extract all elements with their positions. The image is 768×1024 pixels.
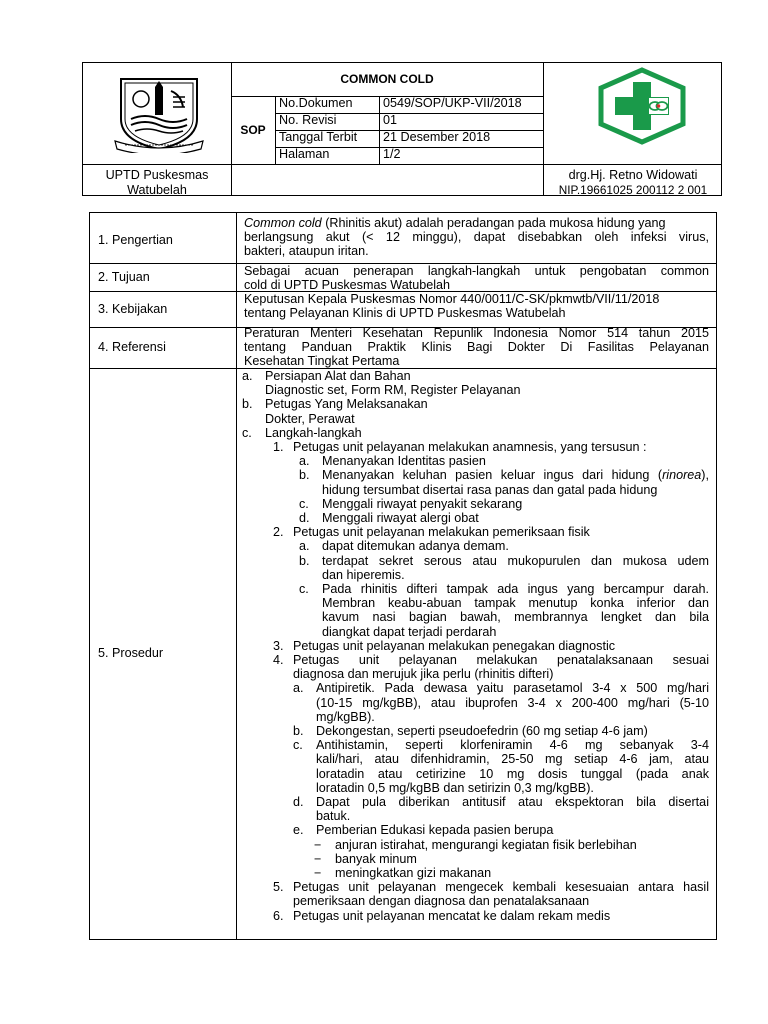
prosedur-marker: b. <box>299 553 310 568</box>
prosedur-line: loratadin 0,5 mg/kgBB dan setirizin 0,3 mg/kgBB). <box>316 780 594 795</box>
prosedur-line: diagnosa dan merujuk jika perlu (rhinitis difteri) <box>293 667 554 682</box>
prosedur-marker: 5. <box>273 880 284 895</box>
meta-label-no-dokumen: No.Dokumen <box>279 96 353 110</box>
prosedur-marker: a. <box>299 454 310 469</box>
prosedur-line: Petugas unit pelayanan melakukan penatalaksanaan sesuai <box>293 653 709 667</box>
prosedur-line: anjuran istirahat, mengurangi kegiatan fisik berlebihan <box>335 837 637 852</box>
referensi-line3: Kesehatan Tingkat Pertama <box>244 354 400 368</box>
section-label-kebijakan: 3. Kebijakan <box>98 302 168 316</box>
meta-value-no-dokumen: 0549/SOP/UKP-VII/2018 <box>383 96 522 110</box>
prosedur-line: diangkat dapat terjadi perdarah <box>322 624 497 639</box>
meta-label-tanggal-terbit: Tanggal Terbit <box>279 130 358 144</box>
section-label-prosedur: 5. Prosedur <box>98 646 164 660</box>
sop-content-table <box>89 212 717 940</box>
prosedur-marker: 3. <box>273 638 284 653</box>
prosedur-line: Membran keabu-abuan tampak menutup konka inferior dan <box>322 596 709 611</box>
prosedur-line: Pemberian Edukasi kepada pasien berupa <box>316 823 554 838</box>
prosedur-line: loratadin atau cetirizine 10 mg dosis tunggal (pada anak <box>316 766 709 781</box>
section-label-pengertian: 1. Pengertian <box>98 233 173 247</box>
pengertian-line1: Common cold (Rhinitis akut) adalah peradangan pada mukosa hidung yang <box>244 216 666 230</box>
pengertian-line3: bakteri, ataupun iritan. <box>244 244 369 258</box>
prosedur-line: kali/hari, atau difenhidramin, 25-50 mg setiap 4-6 jam, atau <box>316 752 709 767</box>
prosedur-marker: c. <box>299 582 309 596</box>
pengertian-line2: berlangsung akut (< 12 minggu), dapat disebabkan oleh infeksi virus, <box>244 230 709 244</box>
prosedur-line: banyak minum <box>335 851 417 866</box>
prosedur-line: terdapat sekret serous atau mukopurulen dan mukosa udem <box>322 553 709 568</box>
prosedur-marker: c. <box>293 738 303 753</box>
prosedur-marker: c. <box>299 496 309 511</box>
signer-name: drg.Hj. Retno Widowati <box>568 168 698 182</box>
prosedur-line: Petugas unit pelayanan mencatat ke dalam rekam medis <box>293 908 611 923</box>
puskesmas-logo-icon <box>595 66 689 146</box>
prosedur-line: mg/kgBB). <box>316 709 375 724</box>
prosedur-marker: − <box>314 866 322 880</box>
kebijakan-line1: Keputusan Kepala Puskesmas Nomor 440/0011/C-SK/pkmwtb/VII/11/2018 <box>244 292 660 306</box>
referensi-line2: tentang Panduan Praktik Klinis Bagi Dokter Di Fasilitas Pelayanan <box>244 340 709 354</box>
meta-label-halaman: Halaman <box>279 147 330 161</box>
prosedur-line: Dekongestan, seperti pseudoefedrin (60 mg setiap 4-6 jam) <box>316 724 648 738</box>
prosedur-line: Petugas unit pelayanan melakukan anamnesis, yang tersusun : <box>293 440 647 454</box>
tujuan-line2: cold di UPTD Puskesmas Watubelah <box>244 278 451 292</box>
prosedur-line: Persiapan Alat dan Bahan <box>265 369 411 383</box>
prosedur-marker: d. <box>293 795 304 809</box>
org-name: UPTD Puskesmas Watubelah <box>105 168 209 197</box>
prosedur-line: Menggali riwayat alergi obat <box>322 511 479 525</box>
prosedur-marker: e. <box>293 823 304 838</box>
tujuan-line1: Sebagai acuan penerapan langkah-langkah untuk pengobatan common <box>244 264 709 278</box>
meta-label-no-revisi: No. Revisi <box>279 113 337 127</box>
section-label-tujuan: 2. Tujuan <box>98 270 150 284</box>
prosedur-marker: b. <box>293 724 304 738</box>
prosedur-line: dan hiperemis. <box>322 567 405 582</box>
prosedur-line: Antipiretik. Pada dewasa yaitu parasetamol 3-4 x 500 mg/hari <box>316 681 709 696</box>
prosedur-line: batuk. <box>316 809 351 824</box>
prosedur-marker: 6. <box>273 908 284 923</box>
prosedur-line: Diagnostic set, Form RM, Register Pelayanan <box>265 383 521 398</box>
prosedur-line: kavum nasi bagian bawah, membrannya lengket dan bila <box>322 610 709 625</box>
prosedur-line: Menggali riwayat penyakit sekarang <box>322 496 523 511</box>
prosedur-line: Menanyakan Identitas pasien <box>322 454 486 469</box>
prosedur-line: hidung tersumbat disertai rasa panas dan gatal pada hidung <box>322 482 658 497</box>
prosedur-marker: a. <box>242 369 253 383</box>
prosedur-line: Petugas unit pelayanan melakukan penegakan diagnostic <box>293 638 616 653</box>
prosedur-marker: a. <box>299 539 310 554</box>
prosedur-line: Petugas unit pelayanan melakukan pemeriksaan fisik <box>293 525 590 540</box>
prosedur-line: Petugas unit pelayanan mengecek kembali kesesuaian antara hasil <box>293 880 709 895</box>
prosedur-marker: b. <box>242 397 253 412</box>
prosedur-marker: b. <box>299 468 310 483</box>
prosedur-line: (10-15 mg/kgBB), atau ibuprofen 3-4 x 200-400 mg/hari (5-10 <box>316 695 709 710</box>
prosedur-marker: 1. <box>273 440 284 454</box>
prosedur-marker: − <box>314 837 322 852</box>
document-title: COMMON COLD <box>340 72 434 86</box>
meta-value-no-revisi: 01 <box>383 113 398 127</box>
prosedur-line: Langkah-langkah <box>265 425 362 440</box>
prosedur-line: Dapat pula diberikan antitusif atau ekspektoran bila disertai <box>316 795 709 809</box>
kebijakan-line2: tentang Pelayanan Klinis di UPTD Puskesmas Watubelah <box>244 306 566 320</box>
regency-emblem-icon <box>113 75 205 153</box>
prosedur-line: Dokter, Perawat <box>265 411 355 426</box>
sop-label: SOP <box>240 123 266 137</box>
signer-nip: NIP.19661025 200112 2 001 <box>558 183 708 197</box>
prosedur-line: Petugas Yang Melaksanakan <box>265 397 428 412</box>
prosedur-line: pemeriksaan dengan diagnosa dan penatalaksanaan <box>293 894 590 909</box>
meta-value-halaman: 1/2 <box>383 147 401 161</box>
meta-value-tanggal-terbit: 21 Desember 2018 <box>383 130 491 144</box>
section-label-referensi: 4. Referensi <box>98 340 166 354</box>
prosedur-marker: a. <box>293 681 304 696</box>
prosedur-marker: − <box>314 851 322 866</box>
prosedur-marker: c. <box>242 425 252 440</box>
prosedur-line: dapat ditemukan adanya demam. <box>322 539 509 554</box>
prosedur-marker: d. <box>299 511 310 525</box>
prosedur-line: Pada rhinitis difteri tampak ada ingus yang bercampur darah. <box>322 582 709 596</box>
prosedur-line: meningkatkan gizi makanan <box>335 866 492 880</box>
prosedur-marker: 4. <box>273 653 284 667</box>
prosedur-line: Menanyakan keluhan pasien keluar ingus dari hidung (rinorea), <box>322 468 709 483</box>
prosedur-marker: 2. <box>273 525 284 540</box>
document-header <box>82 62 722 196</box>
referensi-line1: Peraturan Menteri Kesehatan Repunlik Indonesia Nomor 514 tahun 2015 <box>244 326 709 340</box>
prosedur-line: Antihistamin, seperti klorfeniramin 4-6 mg sebanyak 3-4 <box>316 738 709 753</box>
